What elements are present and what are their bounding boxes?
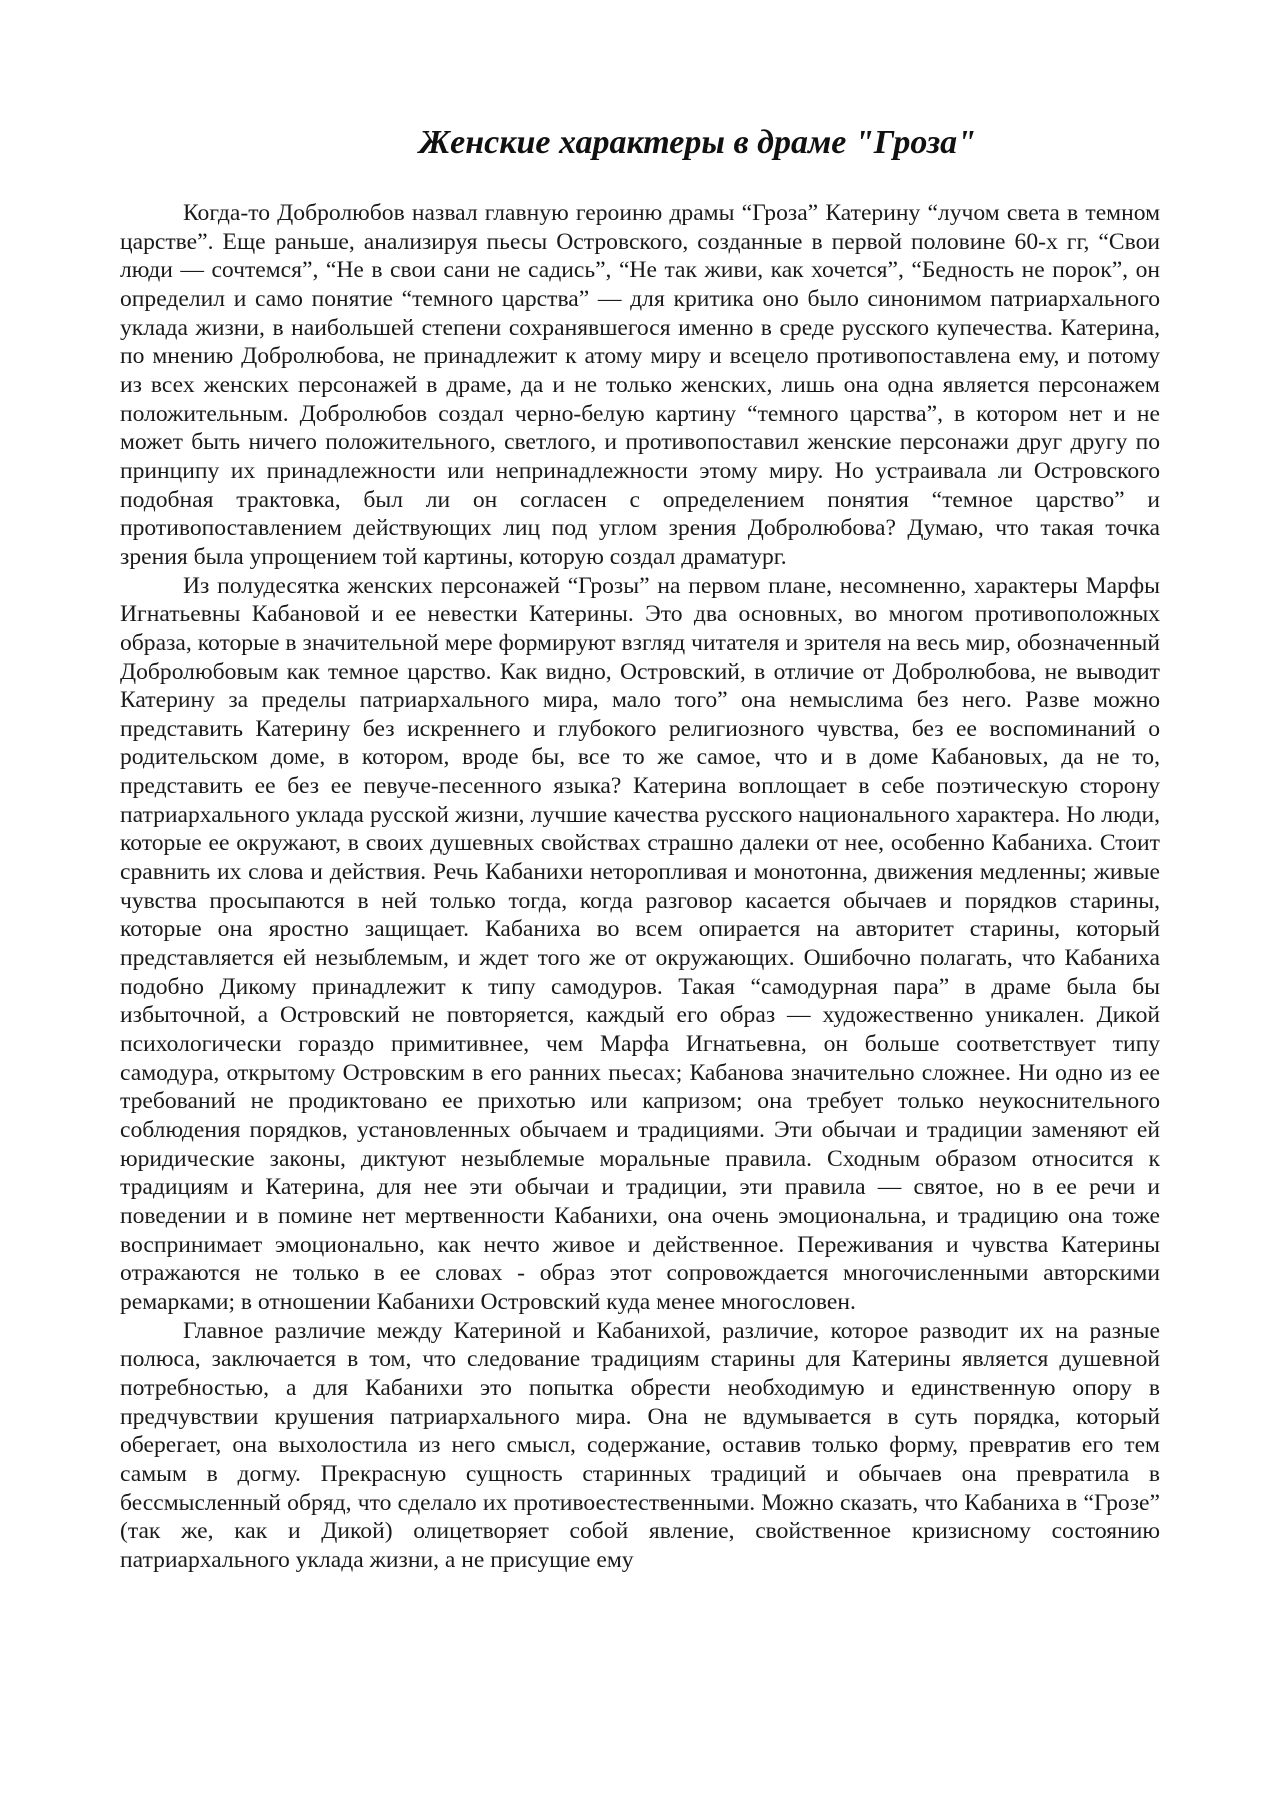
paragraph-2: Из полудесятка женских персонажей “Грозы” на первом плане, несомненно, характеры Марфы Игнатьевны Кабановой и ее невестки Катерины. Это два основных, во многом противоположных образа, которые в значительной мере формируют взгляд читателя и зрителя на весь мир, обозначенный Добролюбовым как темное царство. Как видно, Островский, в отличие от Добролюбова, не выводит Катерину за пределы патриархального мира, мало того” она немыслима без него. Разве можно представить Катерину без искреннего и глубокого религиозного чувства, без ее воспоминаний о родительском доме, в котором, вроде бы, все то же самое, что и в доме Кабановых, да не то, представить ее без ее певуче-песенного языка? Катерина воплощает в себе поэтическую сторону патриархального уклада русской жизни, лучшие качества русского национального характера. Но люди, которые ее окружают, в своих душевных свойствах страшно далеки от нее, особенно Кабаниха. Стоит сравнить их слова и действия. Речь Кабанихи неторопливая и монотонна, движения медленны; живые чувства просыпаются в ней только тогда, когда разговор касается обычаев и порядков старины, которые она яростно защищает. Кабаниха во всем опирается на авторитет старины, который представляется ей незыблемым, и ждет того же от окружающих. Ошибочно полагать, что Кабаниха подобно Дикому принадлежит к типу самодуров. Такая “самодурная пара” в драме была бы избыточной, а Островский не повторяется, каждый его образ — художественно уникален. Дикой психологически гораздо примитивнее, чем Марфа Игнатьевна, он больше соответствует типу самодура, открытому Островским в его ранних пьесах; Кабанова значительно сложнее. Ни одно из ее требований не продиктовано ее прихотью или капризом; она требует только неукоснительного соблюдения порядков, установленных обычаем и традициями. Эти обычаи и традиции заменяют ей юридические законы, диктуют незыблемые моральные правила. Сходным образом относится к традициям и Катерина, для нее эти обычаи и традиции, эти правила — святое, но в ее речи и поведении и в помине нет мертвенности Кабанихи, она очень эмоциональна, и традицию она тоже воспринимает эмоционально, как нечто живое и действенное. Переживания и чувства Катерины отражаются не только в ее словах - образ этот сопровождается многочисленными авторскими ремарками; в отношении Кабанихи Островский куда менее многословен. [120,572,1160,1315]
document-title: Женские характеры в драме "Гроза" [418,124,977,161]
paragraph-3: Главное различие между Катериной и Кабанихой, различие, которое разводит их на разные полюса, заключается в том, что следование традициям старины для Катерины является душевной потребностью, а для Кабанихи это попытка обрести необходимую и единственную опору в предчувствии крушения патриархального мира. Она не вдумывается в суть порядка, который оберегает, она выхолостила из него смысл, содержание, оставив только форму, превратив его тем самым в догму. Прекрасную сущность старинных традиций и обычаев она превратила в бессмысленный обряд, что сделало их противоестественными. Можно сказать, что Кабаниха в “Грозе” (так же, как и Дикой) олицетворяет собой явление, свойственное кризисному состоянию патриархального уклада жизни, а не присущие ему [120,1317,1160,1573]
paragraph-1: Когда-то Добролюбов назвал главную героиню драмы “Гроза” Катерину “лучом света в темном царстве”. Еще раньше, анализируя пьесы Островского, созданные в первой половине 60-х гг, “Свои люди — сочтемся”, “Не в свои сани не садись”, “Не так живи, как хочется”, “Бедность не порок”, он определил и само понятие “темного царства” — для критика оно было синонимом патриархального уклада жизни, в наибольшей степени сохранявшегося именно в среде русского купечества. Катерина, по мнению Добролюбова, не принадлежит к атому миру и всецело противопоставлена ему, и потому из всех женских персонажей в драме, да и не только женских, лишь она одна является персонажем положительным. Добролюбов создал черно-белую картину “темного царства”, в котором нет и не может быть ничего положительного, светлого, и противопоставил женские персонажи друг другу по принципу их принадлежности или непринадлежности этому миру. Но устраивала ли Островского подобная трактовка, был ли он согласен с определением понятия “темное царство” и противопоставлением действующих лиц под углом зрения Добролюбова? Думаю, что такая точка зрения была упрощением той картины, которую создал драматург. [120,200,1160,570]
document-body [120,199,1160,1575]
